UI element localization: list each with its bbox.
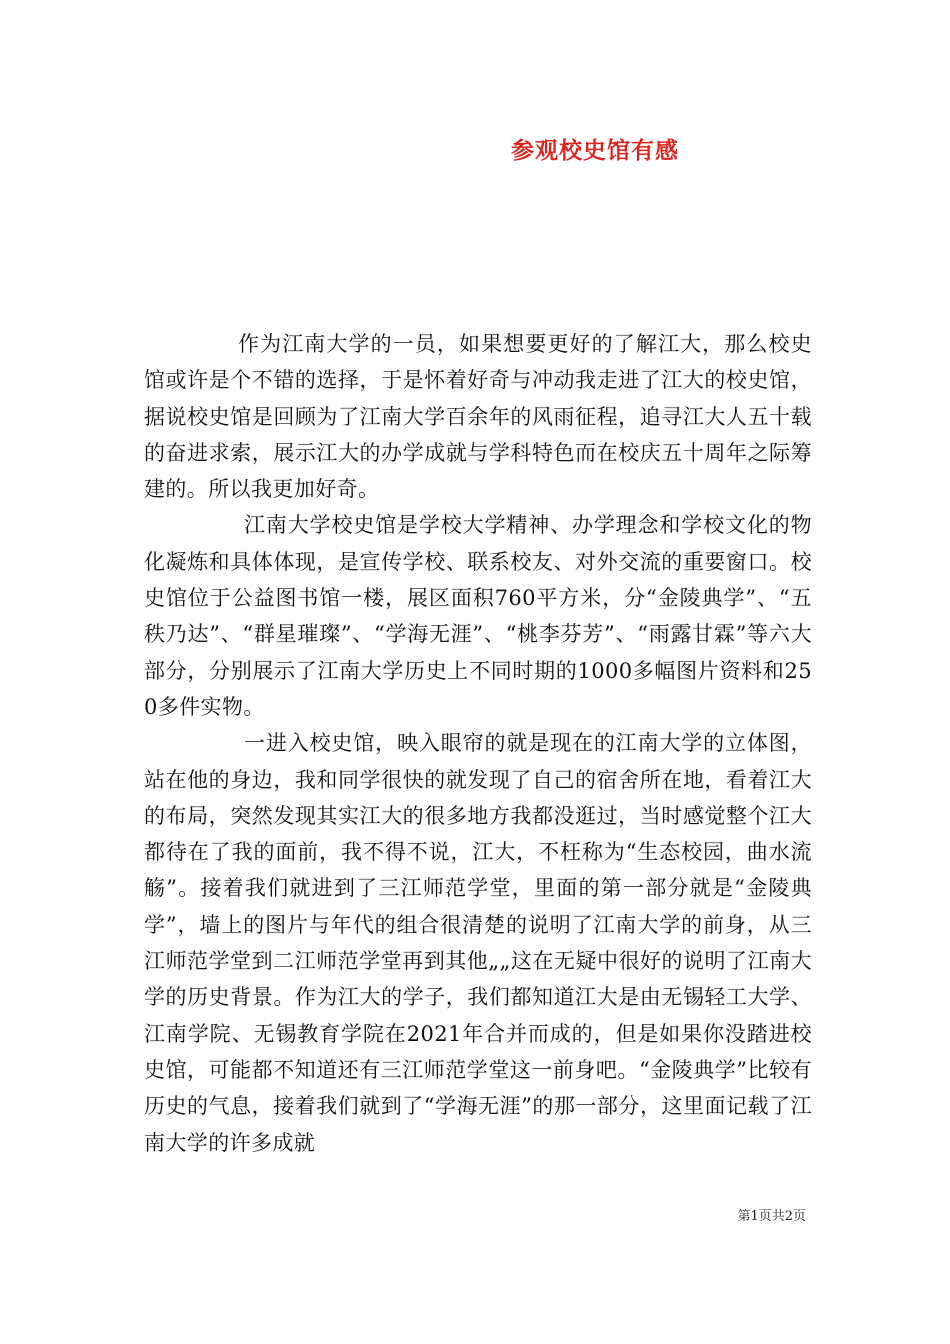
page-number-footer: 第1页共2页: [737, 1209, 806, 1224]
document-title: 参观校史馆有感: [511, 137, 679, 164]
paragraph-1: 作为江南大学的一员，如果想要更好的了解江大，那么校史馆或许是个不错的选择，于是怀着好奇与冲动我走进了江大的校史馆，据说校史馆是回顾为了江南大学百余年的风雨征程，追寻江大人五十载的奋进求索，展示江大的办学成就与学科特色而在校庆五十周年之际筹建的。所以我更加好奇。: [144, 332, 812, 502]
paragraph-3: 一进入校史馆，映入眼帘的就是现在的江南大学的立体图，站在他的身边，我和同学很快的就发现了自己的宿舍所在地，看着江大的布局，突然发现其实江大的很多地方我都没逛过，当时感觉整个江大都待在了我的面前，我不得不说，江大，不枉称为“生态校园，曲水流觞”。接着我们就进到了三江师范学堂，里面的第一部分就是“金陵典学”，墙上的图片与年代的组合很清楚的说明了江南大学的前身，从三江师范学堂到二江师范学堂再到其他„„这在无疑中很好的说明了江南大学的历史背景。作为江大的学子，我们都知道江大是由无锡轻工大学、江南学院、无锡教育学院在2021年合并而成的，但是如果你没踏进校史馆，可能都不知道还有三江师范学堂这一前身吧。“金陵典学”比较有历史的气息，接着我们就到了“学海无涯”的那一部分，这里面记载了江南大学的许多成就: [144, 731, 812, 1155]
document-body: [144, 326, 812, 1161]
paragraph-2: 江南大学校史馆是学校大学精神、办学理念和学校文化的物化凝炼和具体体现，是宣传学校、联系校友、对外交流的重要窗口。校史馆位于公益图书馆一楼，展区面积760平方米，分“金陵典学”、“五秩乃达”、“群星璀璨”、“学海无涯”、“桃李芬芳”、“雨露甘霖”等六大部分，分别展示了江南大学历史上不同时期的1000多幅图片资料和250多件实物。: [144, 513, 812, 719]
